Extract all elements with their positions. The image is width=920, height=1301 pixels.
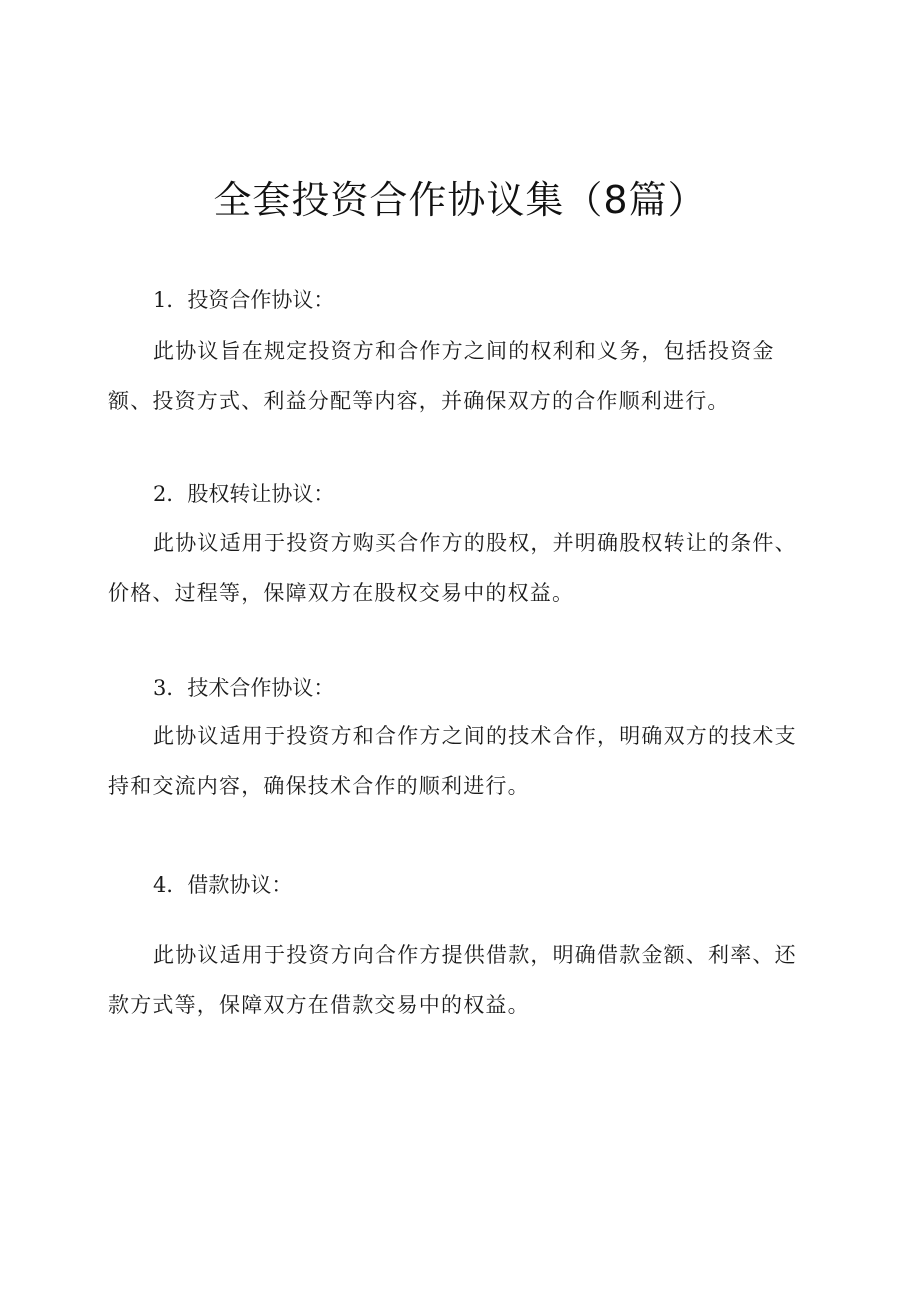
section-heading-4: 4．借款协议： [153, 873, 293, 897]
section-heading-3: 3．技术合作协议： [153, 676, 335, 700]
section-body-4: 此协议适用于投资方向合作方提供借款，明确借款金额、利率、还款方式等，保障双方在借款交易中的权益。 [108, 943, 797, 1017]
section-heading-1: 1．投资合作协议： [153, 288, 335, 312]
section-body-1: 此协议旨在规定投资方和合作方之间的权利和义务，包括投资金额、投资方式、利益分配等内容，并确保双方的合作顺利进行。 [108, 339, 775, 413]
document-title: 全套投资合作协议集（8篇） [213, 178, 707, 222]
section-body-3: 此协议适用于投资方和合作方之间的技术合作，明确双方的技术支持和交流内容，确保技术合作的顺利进行。 [108, 724, 797, 798]
section-body-2: 此协议适用于投资方购买合作方的股权，并明确股权转让的条件、价格、过程等，保障双方在股权交易中的权益。 [108, 531, 797, 605]
section-heading-2: 2．股权转让协议： [153, 482, 335, 506]
